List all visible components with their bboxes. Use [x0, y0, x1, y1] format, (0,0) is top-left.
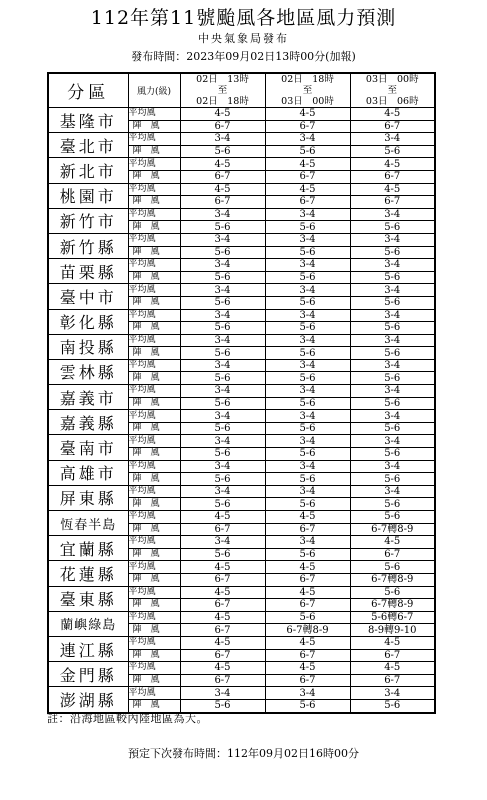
forecast-value: 3-4 — [180, 460, 265, 473]
forecast-value: 6-7 — [350, 674, 435, 687]
forecast-value: 5-6 — [350, 561, 435, 574]
avg-wind-row — [48, 410, 435, 423]
avg-wind-label: 平均風 — [128, 435, 180, 448]
avg-wind-row — [48, 662, 435, 675]
forecast-value: 8-9轉9-10 — [350, 624, 435, 637]
region-name: 宜蘭縣 — [48, 536, 128, 561]
region-name: 嘉義市 — [48, 385, 128, 410]
region-name: 屏東縣 — [48, 485, 128, 510]
avg-wind-row — [48, 485, 435, 498]
forecast-value: 3-4 — [265, 687, 350, 700]
period-3-from: 03日 00時 — [365, 74, 419, 85]
forecast-value: 4-5 — [350, 183, 435, 196]
forecast-value: 5-6 — [265, 473, 350, 486]
forecast-value: 6-7轉8-9 — [350, 599, 435, 612]
gust-label: 陣風 — [128, 674, 180, 687]
avg-wind-row — [48, 208, 435, 221]
forecast-value: 5-6 — [350, 145, 435, 158]
forecast-value: 6-7 — [265, 120, 350, 133]
gust-label: 陣風 — [128, 624, 180, 637]
avg-wind-label: 平均風 — [128, 359, 180, 372]
avg-wind-row — [48, 511, 435, 524]
forecast-value: 4-5 — [265, 636, 350, 649]
avg-wind-row — [48, 259, 435, 272]
forecast-value: 6-7 — [180, 573, 265, 586]
forecast-value: 3-4 — [265, 233, 350, 246]
forecast-value: 5-6 — [265, 221, 350, 234]
gust-label: 陣風 — [128, 599, 180, 612]
forecast-value: 3-4 — [180, 133, 265, 146]
forecast-value: 3-4 — [350, 460, 435, 473]
avg-wind-label: 平均風 — [128, 158, 180, 171]
avg-wind-label: 平均風 — [128, 611, 180, 624]
forecast-value: 5-6 — [265, 296, 350, 309]
gust-label: 陣風 — [128, 649, 180, 662]
forecast-value: 5-6 — [350, 511, 435, 524]
forecast-value: 3-4 — [350, 385, 435, 398]
region-name: 臺南市 — [48, 435, 128, 460]
avg-wind-label: 平均風 — [128, 183, 180, 196]
forecast-value: 4-5 — [350, 108, 435, 121]
forecast-value: 5-6 — [265, 498, 350, 511]
forecast-value: 3-4 — [180, 208, 265, 221]
forecast-value: 4-5 — [180, 662, 265, 675]
avg-wind-label: 平均風 — [128, 662, 180, 675]
forecast-value: 3-4 — [180, 359, 265, 372]
gust-label: 陣風 — [128, 473, 180, 486]
period-3-to: 03日 06時 — [365, 96, 419, 107]
gust-label: 陣風 — [128, 196, 180, 209]
forecast-value: 3-4 — [180, 435, 265, 448]
forecast-value: 3-4 — [265, 208, 350, 221]
period-2-to-word: 至 — [302, 85, 313, 96]
forecast-value: 3-4 — [265, 410, 350, 423]
page-title: 112年第11號颱風各地區風力預測 — [90, 7, 397, 29]
forecast-value: 6-7 — [265, 649, 350, 662]
forecast-value: 5-6 — [350, 473, 435, 486]
period-2-to: 03日 00時 — [281, 96, 334, 107]
avg-wind-row — [48, 158, 435, 171]
period-2-from: 02日 18時 — [281, 74, 334, 85]
forecast-value: 5-6 — [265, 397, 350, 410]
forecast-value: 5-6 — [180, 548, 265, 561]
forecast-value: 3-4 — [265, 133, 350, 146]
gust-label: 陣風 — [128, 246, 180, 259]
forecast-value: 5-6 — [265, 372, 350, 385]
forecast-value: 5-6 — [265, 145, 350, 158]
forecast-value: 5-6 — [180, 271, 265, 284]
forecast-value: 4-5 — [180, 183, 265, 196]
forecast-value: 4-5 — [265, 586, 350, 599]
avg-wind-row — [48, 233, 435, 246]
region-name: 蘭嶼綠島 — [48, 611, 128, 636]
gust-label: 陣風 — [128, 523, 180, 536]
forecast-value: 5-6 — [350, 221, 435, 234]
forecast-value: 4-5 — [265, 662, 350, 675]
forecast-value: 3-4 — [180, 687, 265, 700]
forecast-value: 3-4 — [350, 233, 435, 246]
gust-label: 陣風 — [128, 347, 180, 360]
forecast-value: 3-4 — [265, 435, 350, 448]
region-name: 新竹市 — [48, 208, 128, 233]
forecast-value: 6-7 — [180, 120, 265, 133]
forecast-value: 6-7 — [350, 196, 435, 209]
forecast-value: 5-6 — [350, 347, 435, 360]
forecast-value: 4-5 — [180, 561, 265, 574]
avg-wind-row — [48, 435, 435, 448]
forecast-value: 5-6 — [180, 422, 265, 435]
gust-label: 陣風 — [128, 322, 180, 335]
forecast-value: 5-6 — [350, 699, 435, 712]
forecast-value: 5-6 — [180, 448, 265, 461]
forecast-value: 4-5 — [180, 108, 265, 121]
avg-wind-label: 平均風 — [128, 485, 180, 498]
forecast-value: 6-7轉8-9 — [265, 624, 350, 637]
gust-label: 陣風 — [128, 170, 180, 183]
avg-wind-label: 平均風 — [128, 586, 180, 599]
table-header-row — [48, 73, 435, 108]
forecast-value: 5-6 — [265, 271, 350, 284]
gust-label: 陣風 — [128, 397, 180, 410]
avg-wind-label: 平均風 — [128, 334, 180, 347]
forecast-value: 5-6 — [180, 473, 265, 486]
forecast-value: 4-5 — [180, 586, 265, 599]
forecast-value: 3-4 — [180, 309, 265, 322]
region-name: 臺北市 — [48, 133, 128, 158]
region-column-header: 分區 — [48, 73, 128, 108]
avg-wind-row — [48, 611, 435, 624]
forecast-value: 5-6 — [350, 397, 435, 410]
avg-wind-label: 平均風 — [128, 284, 180, 297]
forecast-value: 6-7 — [180, 649, 265, 662]
forecast-value: 3-4 — [350, 208, 435, 221]
forecast-value: 3-4 — [265, 385, 350, 398]
avg-wind-label: 平均風 — [128, 108, 180, 121]
avg-wind-label: 平均風 — [128, 511, 180, 524]
forecast-value: 3-4 — [265, 259, 350, 272]
avg-wind-row — [48, 359, 435, 372]
forecast-value: 5-6 — [265, 347, 350, 360]
avg-wind-row — [48, 133, 435, 146]
region-name: 基隆市 — [48, 108, 128, 133]
gust-label: 陣風 — [128, 271, 180, 284]
region-name: 金門縣 — [48, 662, 128, 687]
forecast-value: 5-6轉6-7 — [350, 611, 435, 624]
forecast-value: 5-6 — [180, 246, 265, 259]
avg-wind-row — [48, 309, 435, 322]
avg-wind-row — [48, 586, 435, 599]
wind-forecast-table — [47, 72, 436, 714]
region-name: 新竹縣 — [48, 233, 128, 258]
forecast-value: 6-7轉8-9 — [350, 573, 435, 586]
issuing-agency: 中央氣象局發布 — [198, 32, 289, 45]
forecast-value: 5-6 — [265, 699, 350, 712]
forecast-body — [48, 108, 435, 713]
forecast-value: 4-5 — [180, 636, 265, 649]
forecast-value: 3-4 — [350, 133, 435, 146]
forecast-value: 3-4 — [350, 259, 435, 272]
forecast-value: 3-4 — [180, 485, 265, 498]
region-name: 恆春半島 — [48, 511, 128, 536]
avg-wind-row — [48, 561, 435, 574]
forecast-value: 6-7 — [265, 674, 350, 687]
forecast-value: 5-6 — [180, 397, 265, 410]
forecast-value: 6-7 — [350, 120, 435, 133]
avg-wind-row — [48, 284, 435, 297]
forecast-value: 6-7 — [180, 674, 265, 687]
period-1-to-word: 至 — [217, 85, 228, 96]
region-name: 臺東縣 — [48, 586, 128, 611]
forecast-value: 6-7 — [265, 196, 350, 209]
forecast-value: 5-6 — [350, 271, 435, 284]
forecast-value: 4-5 — [265, 108, 350, 121]
forecast-value: 3-4 — [265, 334, 350, 347]
gust-label: 陣風 — [128, 448, 180, 461]
forecast-value: 3-4 — [265, 309, 350, 322]
forecast-value: 5-6 — [265, 448, 350, 461]
forecast-value: 5-6 — [180, 296, 265, 309]
avg-wind-row — [48, 460, 435, 473]
region-name: 雲林縣 — [48, 359, 128, 384]
avg-wind-row — [48, 183, 435, 196]
forecast-value: 3-4 — [180, 334, 265, 347]
forecast-value: 6-7 — [350, 649, 435, 662]
avg-wind-label: 平均風 — [128, 259, 180, 272]
forecast-value: 5-6 — [180, 322, 265, 335]
forecast-value: 6-7 — [180, 523, 265, 536]
avg-wind-label: 平均風 — [128, 233, 180, 246]
forecast-value: 3-4 — [265, 460, 350, 473]
forecast-value: 4-5 — [350, 662, 435, 675]
forecast-value: 6-7 — [350, 170, 435, 183]
forecast-value: 5-6 — [180, 221, 265, 234]
forecast-value: 3-4 — [180, 536, 265, 549]
forecast-value: 3-4 — [265, 359, 350, 372]
forecast-value: 5-6 — [180, 347, 265, 360]
forecast-value: 5-6 — [265, 246, 350, 259]
gust-label: 陣風 — [128, 548, 180, 561]
forecast-value: 6-7 — [180, 599, 265, 612]
avg-wind-row — [48, 385, 435, 398]
period-header-3 — [350, 73, 435, 108]
avg-wind-label: 平均風 — [128, 410, 180, 423]
next-issue-time: 預定下次發布時間：112年09月02日16時00分 — [128, 747, 359, 760]
forecast-value: 4-5 — [180, 511, 265, 524]
forecast-value: 3-4 — [350, 309, 435, 322]
gust-label: 陣風 — [128, 422, 180, 435]
forecast-value: 5-6 — [265, 422, 350, 435]
gust-label: 陣風 — [128, 145, 180, 158]
forecast-value: 3-4 — [180, 259, 265, 272]
forecast-value: 6-7 — [265, 170, 350, 183]
avg-wind-row — [48, 108, 435, 121]
wind-level-column-header: 風力(級) — [128, 73, 180, 108]
region-name: 桃園市 — [48, 183, 128, 208]
region-name: 新北市 — [48, 158, 128, 183]
forecast-value: 5-6 — [265, 322, 350, 335]
forecast-value: 5-6 — [350, 448, 435, 461]
gust-label: 陣風 — [128, 372, 180, 385]
region-name: 澎湖縣 — [48, 687, 128, 713]
gust-label: 陣風 — [128, 221, 180, 234]
forecast-value: 6-7轉8-9 — [350, 523, 435, 536]
forecast-value: 6-7 — [180, 624, 265, 637]
gust-label: 陣風 — [128, 573, 180, 586]
region-name: 彰化縣 — [48, 309, 128, 334]
period-1-to: 02日 18時 — [196, 96, 249, 107]
forecast-value: 6-7 — [265, 599, 350, 612]
period-1-from: 02日 13時 — [196, 74, 249, 85]
forecast-value: 4-5 — [265, 511, 350, 524]
forecast-value: 3-4 — [350, 359, 435, 372]
forecast-value: 5-6 — [350, 422, 435, 435]
region-name: 苗栗縣 — [48, 259, 128, 284]
forecast-value: 5-6 — [180, 498, 265, 511]
forecast-value: 5-6 — [350, 372, 435, 385]
forecast-value: 3-4 — [265, 284, 350, 297]
avg-wind-row — [48, 636, 435, 649]
forecast-value: 6-7 — [180, 196, 265, 209]
forecast-value: 4-5 — [180, 158, 265, 171]
avg-wind-label: 平均風 — [128, 208, 180, 221]
forecast-value: 6-7 — [265, 573, 350, 586]
forecast-value: 3-4 — [350, 410, 435, 423]
forecast-value: 5-6 — [350, 322, 435, 335]
forecast-value: 4-5 — [350, 636, 435, 649]
avg-wind-label: 平均風 — [128, 133, 180, 146]
forecast-value: 5-6 — [350, 246, 435, 259]
period-header-2 — [265, 73, 350, 108]
forecast-value: 3-4 — [350, 284, 435, 297]
forecast-value: 4-5 — [265, 183, 350, 196]
period-header-1 — [180, 73, 265, 108]
forecast-value: 4-5 — [180, 611, 265, 624]
avg-wind-label: 平均風 — [128, 309, 180, 322]
forecast-value: 4-5 — [265, 561, 350, 574]
forecast-value: 5-6 — [265, 548, 350, 561]
avg-wind-label: 平均風 — [128, 561, 180, 574]
gust-label: 陣風 — [128, 120, 180, 133]
forecast-value: 5-6 — [350, 296, 435, 309]
forecast-value: 3-4 — [350, 435, 435, 448]
region-name: 南投縣 — [48, 334, 128, 359]
forecast-value: 3-4 — [350, 485, 435, 498]
forecast-value: 5-6 — [180, 372, 265, 385]
forecast-value: 3-4 — [265, 536, 350, 549]
avg-wind-label: 平均風 — [128, 636, 180, 649]
avg-wind-label: 平均風 — [128, 536, 180, 549]
forecast-value: 5-6 — [265, 611, 350, 624]
region-name: 花蓮縣 — [48, 561, 128, 586]
footnote: 註：沿海地區較內陸地區為大。 — [47, 712, 208, 725]
forecast-value: 6-7 — [265, 523, 350, 536]
avg-wind-row — [48, 536, 435, 549]
issue-time: 發布時間：2023年09月02日13時00分(加報) — [131, 50, 356, 63]
avg-wind-row — [48, 334, 435, 347]
forecast-value: 3-4 — [180, 410, 265, 423]
forecast-value: 5-6 — [350, 498, 435, 511]
region-name: 連江縣 — [48, 636, 128, 661]
region-name: 高雄市 — [48, 460, 128, 485]
forecast-value: 4-5 — [265, 158, 350, 171]
forecast-value: 6-7 — [180, 170, 265, 183]
forecast-value: 3-4 — [180, 284, 265, 297]
forecast-value: 3-4 — [265, 485, 350, 498]
avg-wind-row — [48, 687, 435, 700]
forecast-value: 4-5 — [350, 158, 435, 171]
forecast-value: 5-6 — [180, 699, 265, 712]
gust-label: 陣風 — [128, 296, 180, 309]
forecast-value: 5-6 — [180, 145, 265, 158]
forecast-value: 3-4 — [350, 334, 435, 347]
region-name: 嘉義縣 — [48, 410, 128, 435]
gust-label: 陣風 — [128, 498, 180, 511]
forecast-value: 6-7 — [350, 548, 435, 561]
period-3-to-word: 至 — [387, 85, 397, 96]
forecast-value: 3-4 — [180, 233, 265, 246]
forecast-value: 3-4 — [350, 687, 435, 700]
gust-label: 陣風 — [128, 699, 180, 712]
region-name: 臺中市 — [48, 284, 128, 309]
forecast-value: 5-6 — [350, 586, 435, 599]
avg-wind-label: 平均風 — [128, 460, 180, 473]
forecast-value: 4-5 — [350, 536, 435, 549]
avg-wind-label: 平均風 — [128, 687, 180, 700]
avg-wind-label: 平均風 — [128, 385, 180, 398]
forecast-value: 3-4 — [180, 385, 265, 398]
